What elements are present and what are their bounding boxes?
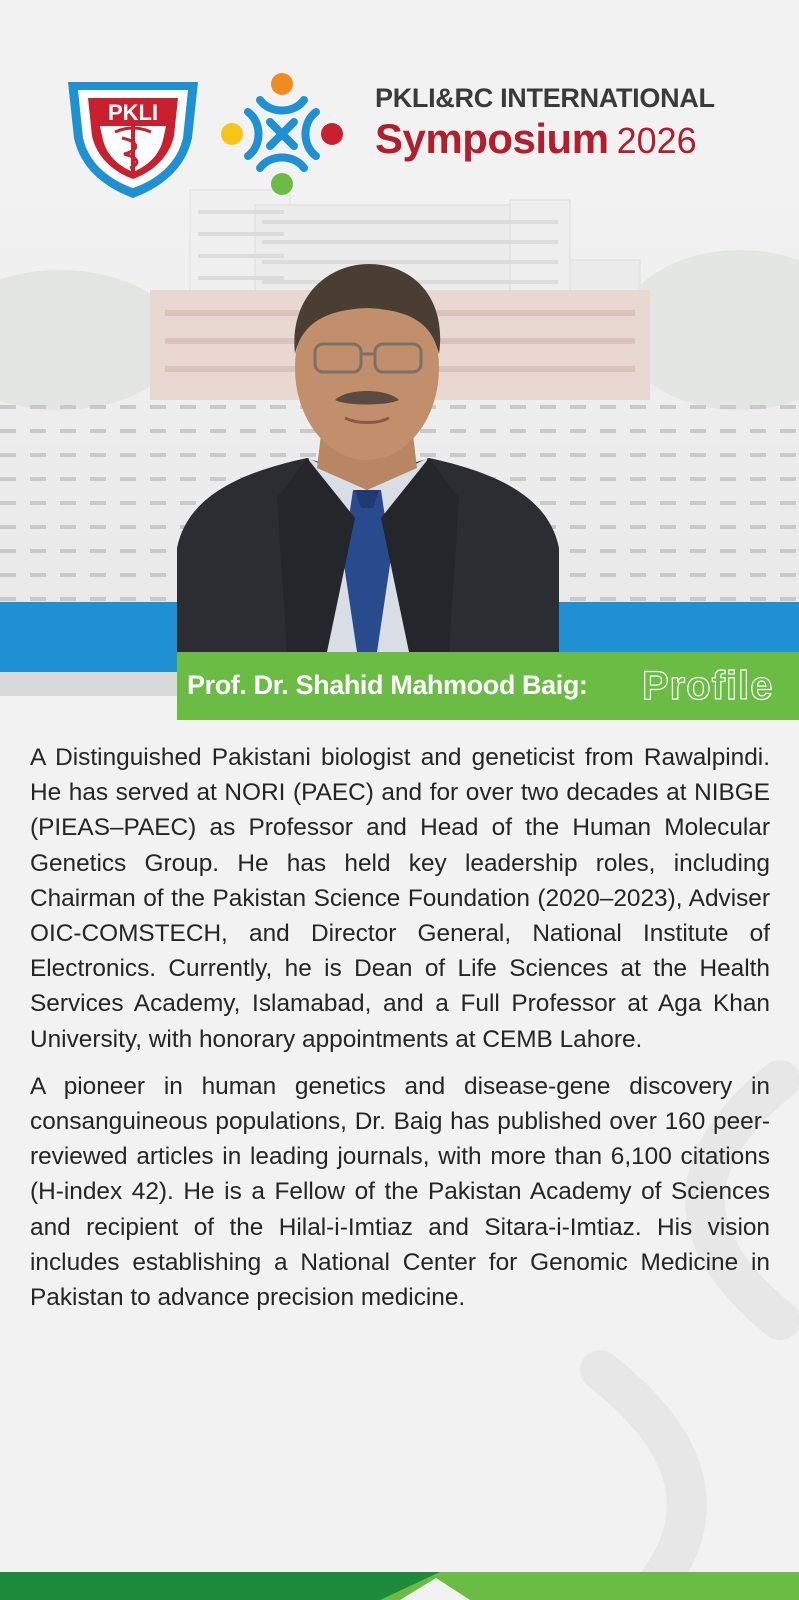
speaker-portrait	[177, 258, 559, 652]
symposium-title	[375, 82, 785, 172]
pkli-logo-text: PKLI	[107, 100, 159, 125]
title-word: Symposium	[375, 115, 609, 162]
speaker-name: Prof. Dr. Shahid Mahmood Baig:	[187, 670, 588, 700]
title-year: 2026	[616, 120, 697, 161]
bio-paragraph: A pioneer in human genetics and disease-gene discovery in consanguineous populations, Dr. Baig has published over 160 peer-reviewed articles in leading journals, with more than 6,100 citations (H-index 42). He is a Fellow of the Pakistan Academy of Sciences and recipient of the Hilal-i-Imtiaz and Sitara-i-Imtiaz. His vision includes establishing a National Center for Genomic Medicine in Pakistan to advance precision medicine.	[30, 1072, 770, 1312]
title-line2	[375, 116, 785, 172]
profile-label: Profile	[642, 664, 774, 708]
linked-people-cross-icon	[220, 70, 348, 200]
title-line1: PKLI&RC INTERNATIONAL	[375, 83, 715, 113]
grey-band	[0, 672, 200, 696]
bio-paragraph: A Distinguished Pakistani biologist and geneticist from Rawalpindi. He has served at NORI (PAEC) and for over two decades at NIBGE (PIEAS–PAEC) as Professor and Head of the Human Molecular Genetics Group. He has held key leadership roles, including Chairman of the Pakistan Science Foundation (2020–2023), Adviser OIC-COMSTECH, and Director General, National Institute of Electronics. Currently, he is Dean of Life Sciences at the Health Services Academy, Islamabad, and a Full Professor at Aga Khan University, with honorary appointments at CEMB Lahore.	[30, 744, 770, 1053]
bottom-color-bar	[0, 1572, 799, 1600]
speaker-name-bar	[177, 652, 799, 720]
caduceus-shield-icon	[60, 76, 206, 200]
speaker-bio	[30, 740, 770, 1327]
